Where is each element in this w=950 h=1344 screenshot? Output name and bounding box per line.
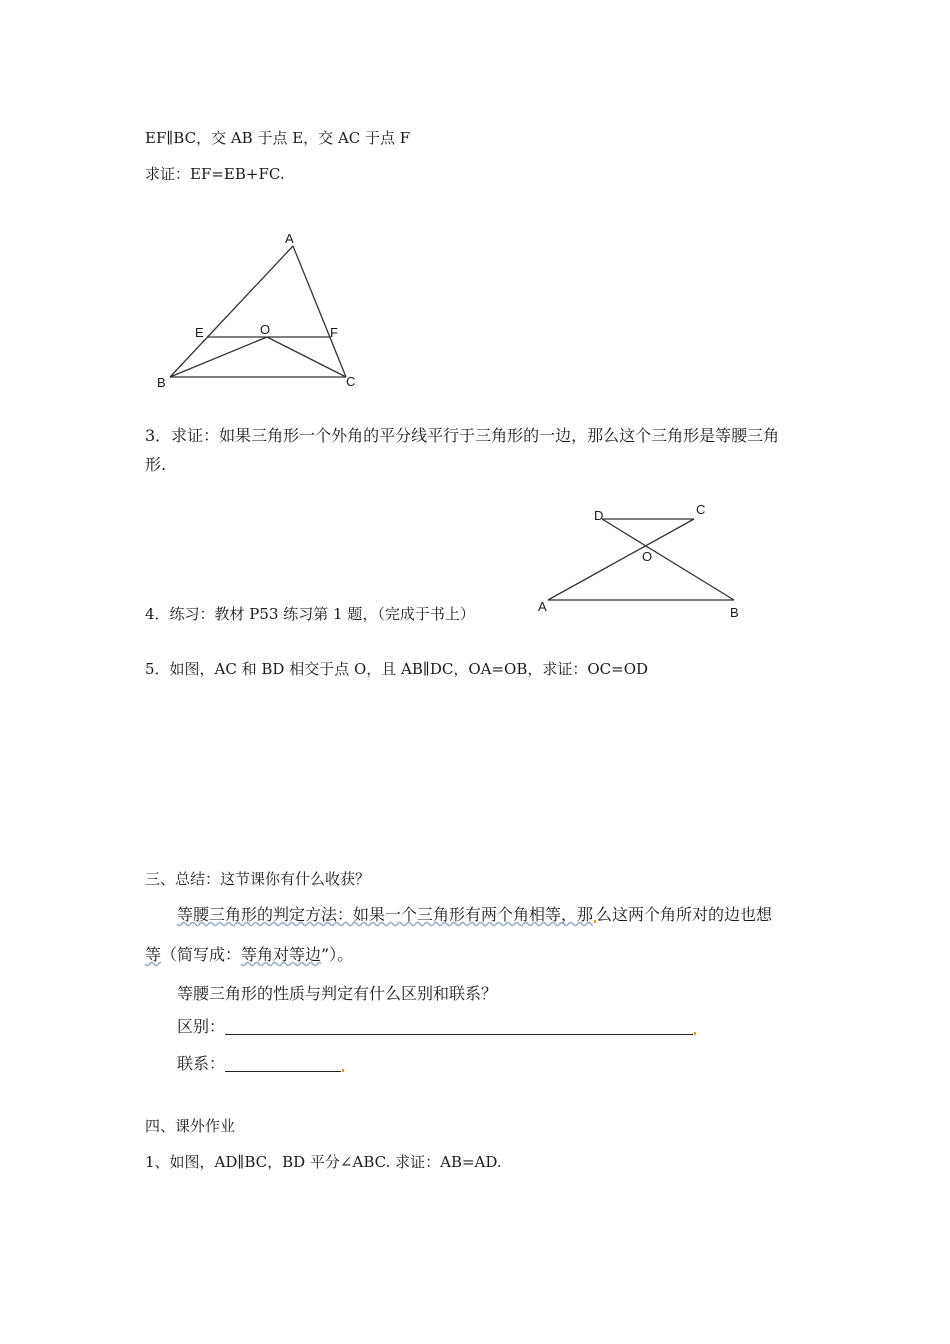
- judgement-method-line1: [177, 905, 772, 925]
- segment-ac: [293, 246, 346, 377]
- section3-question: 等腰三角形的性质与判定有什么区别和联系？: [177, 984, 498, 1003]
- judgement-method-text-e: 等角对等边: [241, 945, 322, 964]
- judgement-method-line2: [145, 945, 353, 965]
- difference-blank[interactable]: [225, 1018, 693, 1035]
- connection-label: 联系：: [177, 1054, 226, 1073]
- homework-1: 1、如图，AD∥BC，BD 平分∠ABC. 求证：AB=AD.: [145, 1153, 502, 1171]
- label-o: O: [642, 549, 653, 564]
- problem4: 4．练习：教材 P53 练习第 1 题，（完成于书上）: [145, 605, 475, 623]
- judgement-method-text-c: 等: [145, 945, 162, 964]
- mark-dot: [694, 1032, 696, 1035]
- segment-co: [267, 337, 346, 377]
- problem3-line1: 3．求证：如果三角形一个外角的平分线平行于三角形的一边，那么这个三角形是等腰三角: [145, 426, 780, 445]
- problem3-line2: 形.: [145, 455, 167, 474]
- label-f: F: [330, 325, 338, 340]
- problem5: 5．如图，AC 和 BD 相交于点 O，且 AB∥DC，OA=OB，求证：OC=OD: [145, 660, 649, 678]
- label-e: E: [195, 325, 204, 340]
- judgement-method-text-a: 等腰三角形的判定方法：如果一个三角形有两个角相等，那: [177, 905, 594, 924]
- segment-ab: [170, 246, 293, 377]
- judgement-method-text-f: ”）。: [321, 945, 354, 964]
- mark-dot: [342, 1069, 344, 1072]
- segment-bo: [170, 337, 267, 377]
- figure-triangle-abc: [140, 225, 380, 400]
- label-o: O: [260, 322, 271, 337]
- connection-row: [177, 1054, 344, 1074]
- figure-crossing-segments: [528, 495, 758, 625]
- section3-heading: 三、总结：这节课你有什么收获？: [145, 870, 371, 888]
- label-a: A: [285, 231, 294, 246]
- difference-row: [177, 1017, 696, 1037]
- judgement-method-text-b: 么这两个角所对的边也想: [596, 905, 773, 924]
- label-c: C: [346, 374, 356, 389]
- difference-label: 区别：: [177, 1017, 226, 1036]
- label-b: B: [157, 375, 166, 390]
- section4-heading: 四、课外作业: [145, 1117, 236, 1135]
- judgement-method-text-d: （简写成：: [161, 945, 242, 964]
- label-b: B: [730, 605, 739, 620]
- label-d: D: [594, 508, 604, 523]
- problem2-given: EF∥BC，交 AB 于点 E，交 AC 于点 F: [145, 129, 411, 147]
- problem2-prove: 求证：EF=EB+FC.: [145, 165, 285, 183]
- label-c: C: [696, 502, 706, 517]
- label-a: A: [538, 599, 547, 614]
- connection-blank[interactable]: [225, 1055, 341, 1072]
